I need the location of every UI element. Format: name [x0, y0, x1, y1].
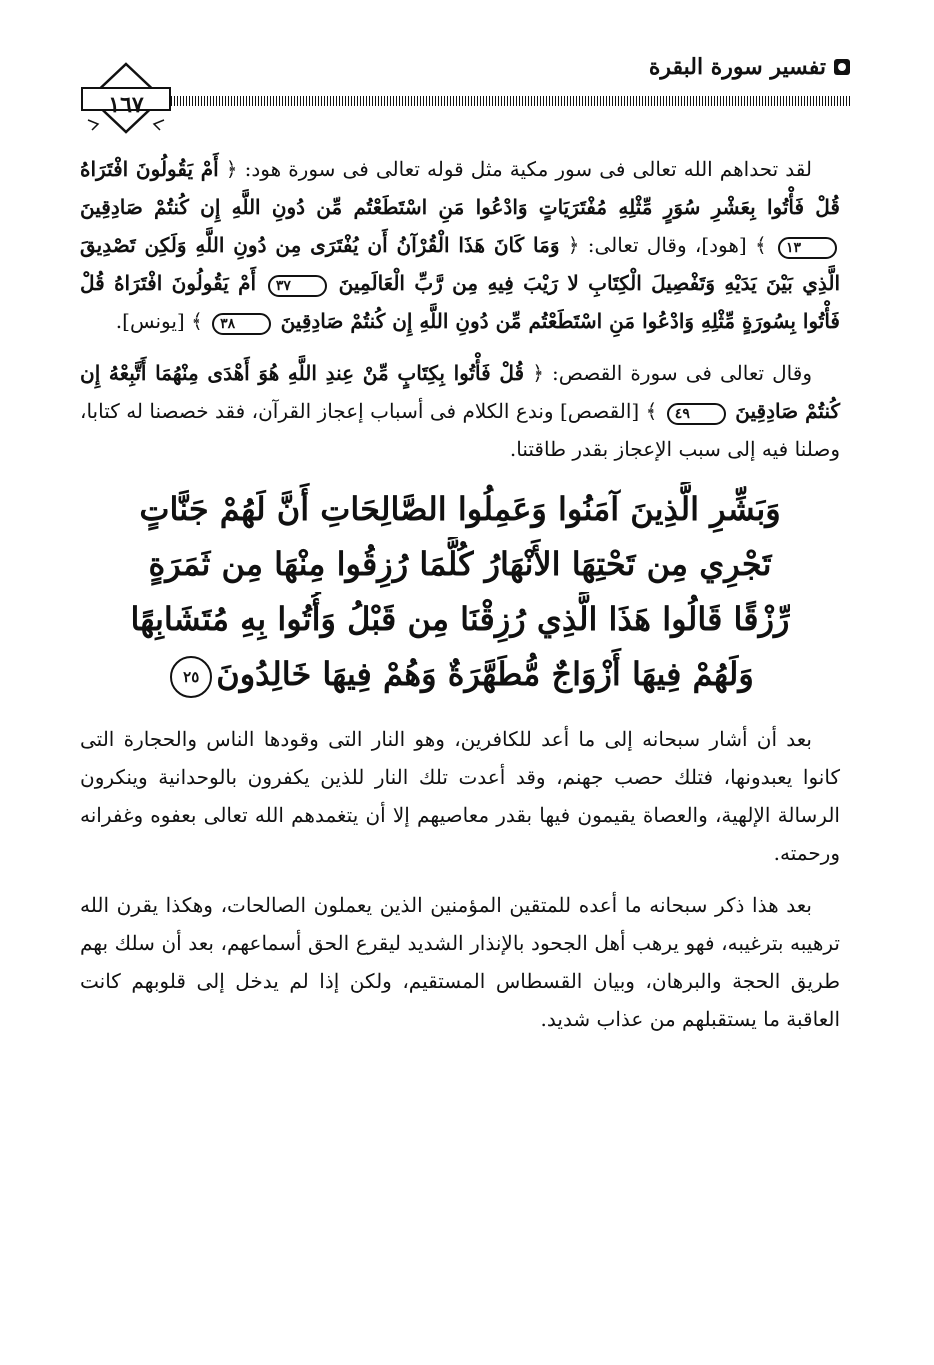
quran-quote: وَمَا كَانَ هَذَا الْقُرْآنُ أَن يُفْتَرَى مِن دُونِ اللَّهِ وَلَكِن تَصْدِيقَ الَّذِي بَيْنَ يَدَيْهِ وَتَفْصِيلَ الْكِتَابِ لا رَيْبَ فِيهِ مِن رَّبِّ الْعَالَمِينَ	[80, 233, 841, 295]
page-content	[80, 150, 840, 1052]
verse-line-text: وَلَهُمْ فِيهَا أَزْوَاجٌ مُّطَهَّرَةٌ وَهُمْ فِيهَا خَالِدُونَ	[216, 655, 754, 693]
verse-line	[130, 647, 790, 702]
quran-quote: أَمْ يَقُولُونَ افْتَرَاهُ قُلْ فَأْتُوا بِسُورَةٍ مِّثْلِهِ وَادْعُوا مَنِ اسْتَطَعْتُم مِّن دُونِ اللَّهِ إِن كُنتُمْ صَادِقِينَ	[80, 271, 840, 333]
page-header	[60, 40, 860, 140]
paragraphs-after-verse	[80, 720, 840, 1038]
verse-line-text: وَبَشِّرِ الَّذِينَ آمَنُوا وَعَمِلُوا الصَّالِحَاتِ أَنَّ لَهُمْ جَنَّاتٍ	[139, 490, 781, 528]
paragraph-text: لقد تحداهم الله تعالى فى سور مكية مثل قوله تعالى فى سورة هود: ﴿	[225, 157, 812, 181]
ayah-number-marker: ٣٧	[268, 275, 327, 297]
title-ornament-icon	[834, 59, 850, 75]
paragraph-text: ﴾ [هود]، وقال تعالى: ﴿	[567, 233, 767, 257]
paragraph-text: وقال تعالى فى سورة القصص: ﴿	[532, 361, 812, 385]
page-number: ١٦٧	[108, 92, 144, 118]
verse-line	[130, 537, 790, 592]
body-paragraph	[80, 150, 840, 340]
ayah-number-marker: ١٣	[778, 237, 837, 259]
verse-line-text: تَجْرِي مِن تَحْتِهَا الأَنْهَارُ كُلَّمَا رُزِقُوا مِنْهَا مِن ثَمَرَةٍ	[148, 545, 772, 583]
paragraph-text: ﴾ [القصص] وندع الكلام فى أسباب إعجاز القرآن، فقد خصصنا له كتابا، وصلنا فيه إلى سبب الإعجاز بقدر طاقتنا.	[80, 399, 840, 461]
header-rule	[156, 96, 852, 106]
quran-quote: أَمْ يَقُولُونَ افْتَرَاهُ قُلْ فَأْتُوا بِعَشْرِ سُوَرٍ مِّثْلِهِ مُفْتَرَيَاتٍ وَادْعُوا مَنِ اسْتَطَعْتُم مِّن دُونِ اللَّهِ إِن كُنتُمْ صَادِقِينَ	[80, 157, 840, 219]
verse-lines	[130, 482, 790, 702]
verse-line	[130, 592, 790, 647]
verse-line-text: رِّزْقًا قَالُوا هَذَا الَّذِي رُزِقْنَا مِن قَبْلُ وَأُتُوا بِهِ مُتَشَابِهًا	[130, 600, 790, 638]
ayah-number-marker: ٣٨	[212, 313, 271, 335]
quran-quote: قُلْ فَأْتُوا بِكِتَابٍ مِّنْ عِندِ اللَّهِ هُوَ أَهْدَى مِنْهُمَا أَتَّبِعْهُ إِن كُنتُمْ صَادِقِينَ	[80, 361, 841, 423]
body-paragraph: بعد أن أشار سبحانه إلى ما أعد للكافرين، وهو النار التى وقودها الناس والحجارة التى كانوا يعبدونها، فتلك حصب جهنم، وقد أعدت تلك النار للذين يكفرون بالوحدانية وينكرون الرسالة الإلهية، والعصاة يقيمون فيها بقدر معاصيهم إلا أن يتغمدهم الله تعالى بعفوه وغفرانه ورحمته.	[80, 727, 840, 865]
verse-block	[130, 482, 790, 702]
verse-line	[130, 482, 790, 537]
body-paragraph	[80, 354, 840, 468]
running-title	[649, 54, 850, 80]
page-number-badge	[78, 62, 174, 138]
body-paragraph: بعد هذا ذكر سبحانه ما أعده للمتقين المؤمنين الذين يعملون الصالحات، وهكذا يقرن الله ترهيبه بترغيبه، فهو يرهب أهل الجحود بالإنذار الشديد ليقرع الحق أسماعهم، بعد أن سلك بهم طريق الحجة والبرهان، وبيان القسطاس المستقيم، ولكن إذا لم يدخل إلى قلوبهم كانت العاقبة ما يستقبلهم من عذاب شديد.	[80, 893, 840, 1031]
paragraphs-before-verse	[80, 150, 840, 468]
running-title-text: تفسير سورة البقرة	[648, 54, 826, 80]
paragraph-text: ﴾ [يونس].	[115, 309, 203, 333]
verse-end-marker: ٢٥	[170, 656, 212, 698]
ayah-number-marker: ٤٩	[667, 403, 726, 425]
